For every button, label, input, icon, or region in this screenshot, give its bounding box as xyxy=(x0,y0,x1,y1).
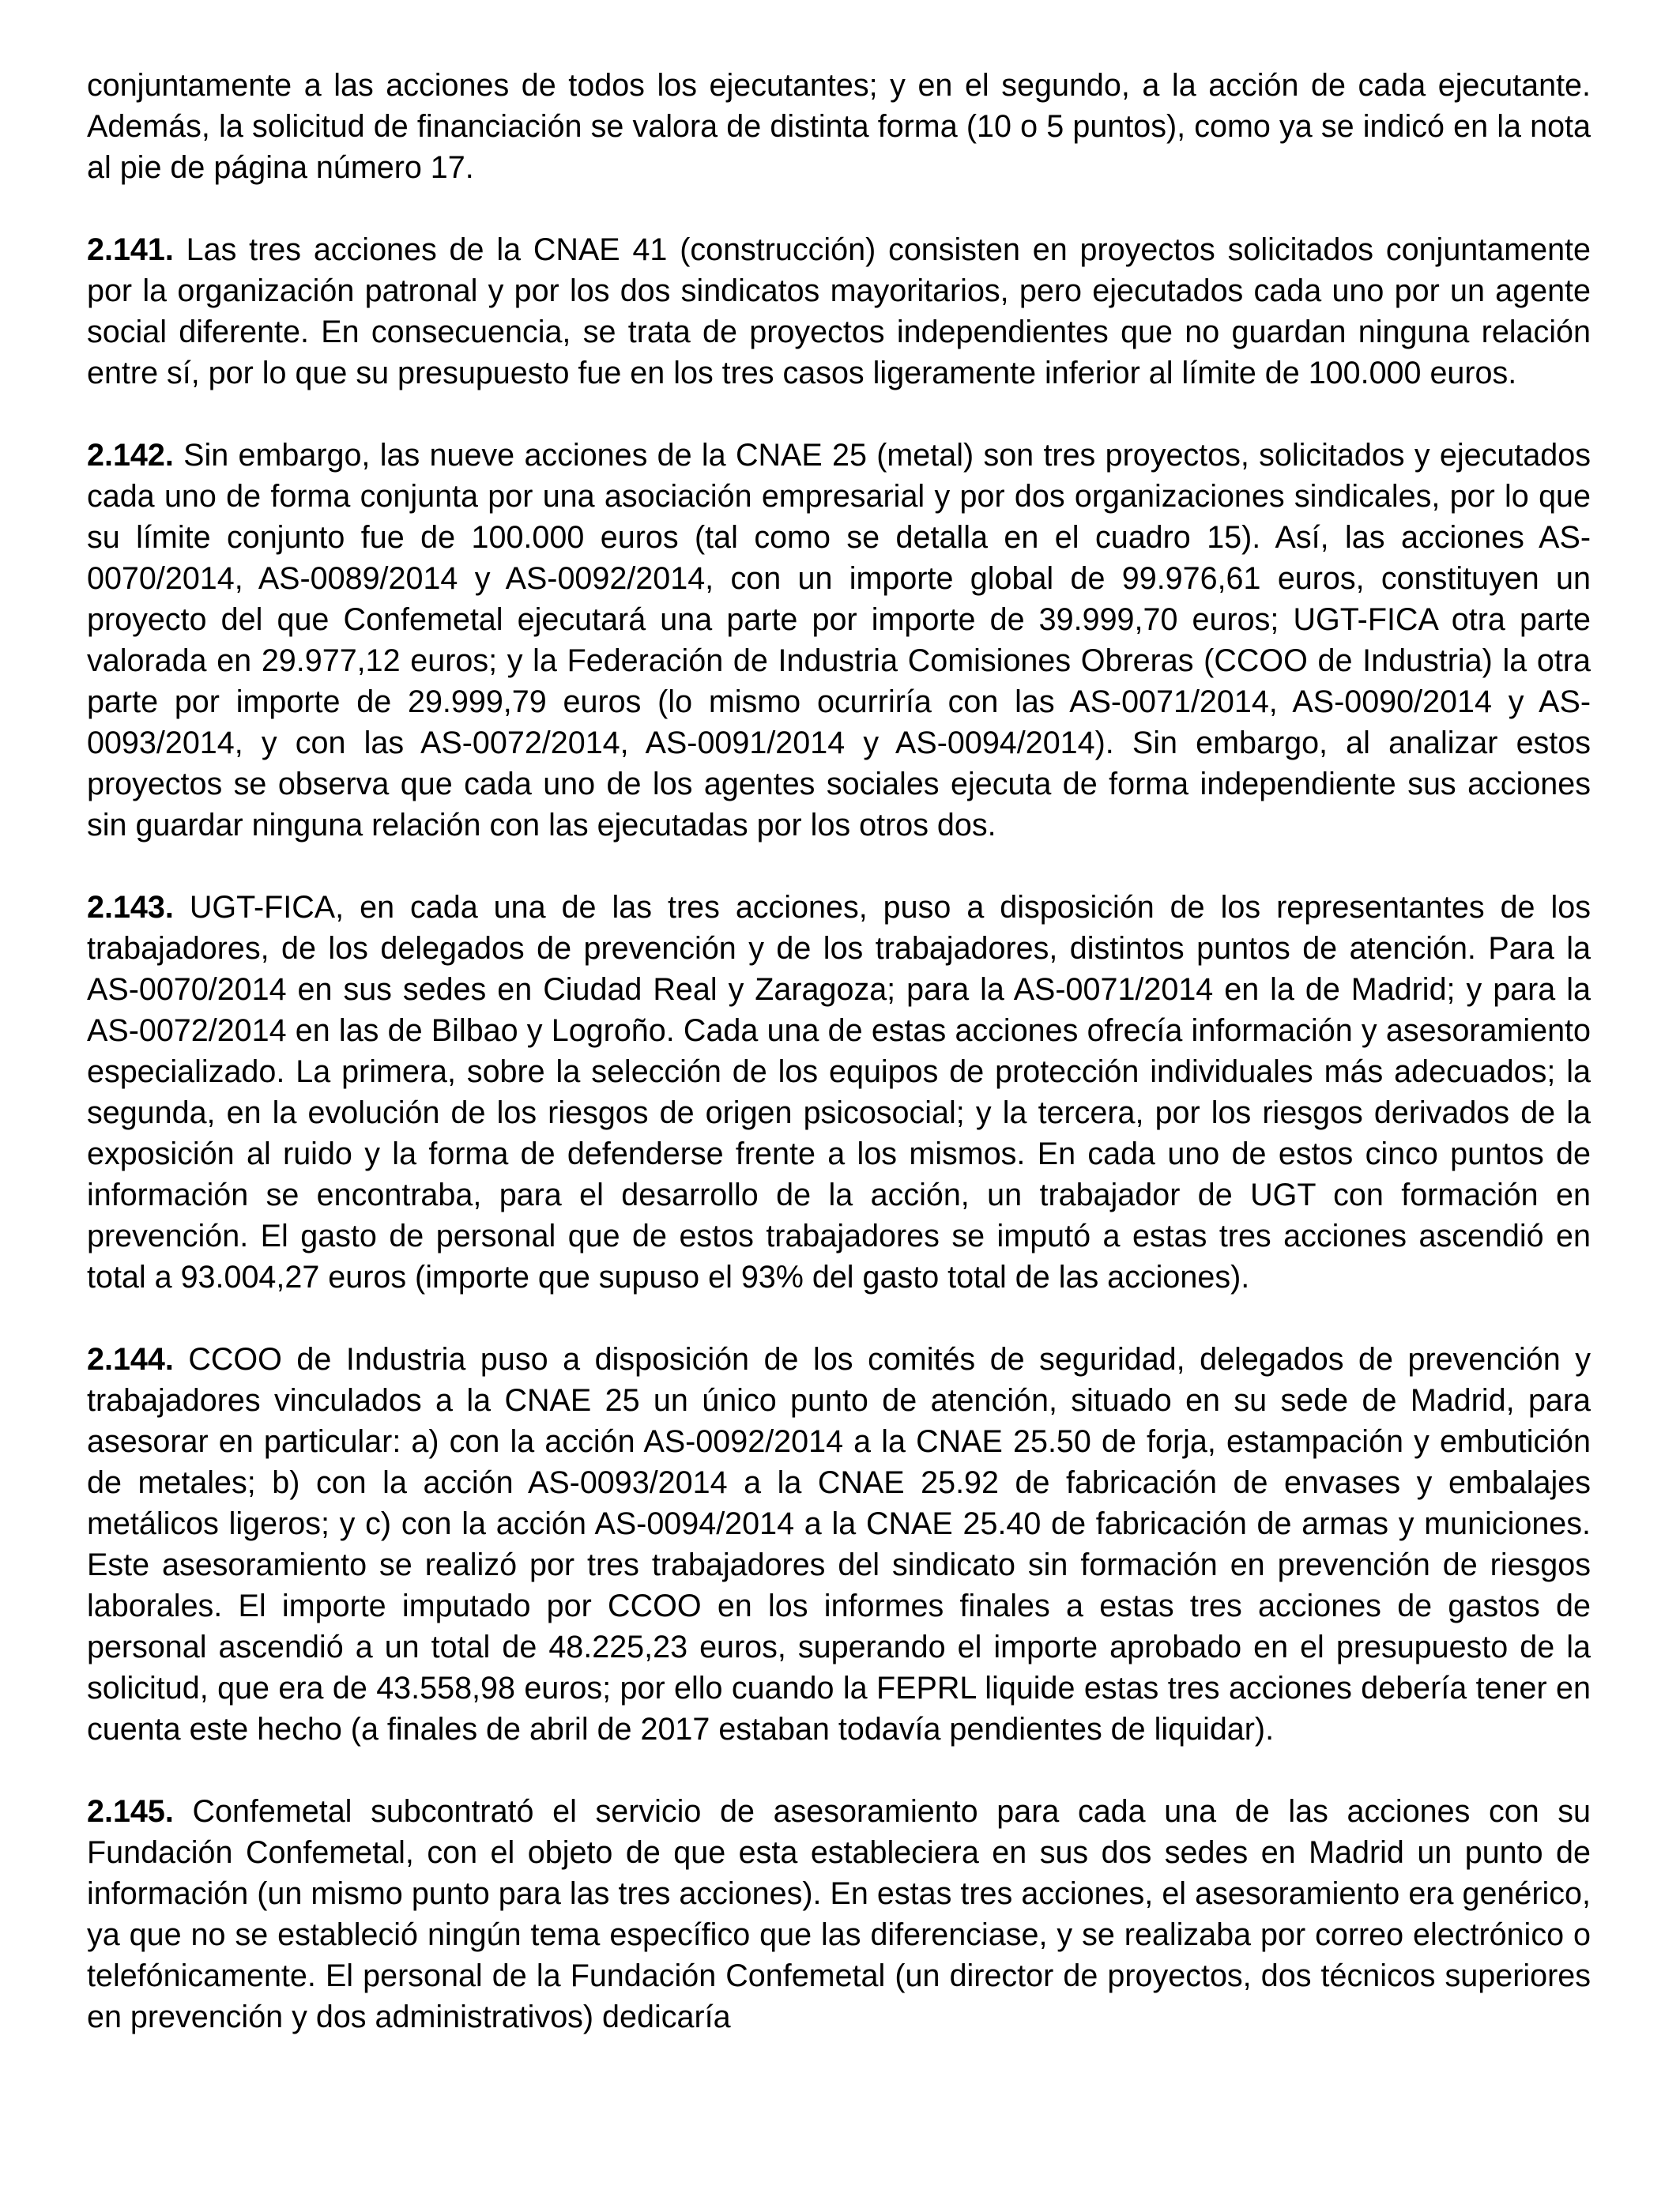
paragraph-number: 2.145. xyxy=(87,1794,174,1829)
document-page xyxy=(87,65,1591,2038)
paragraph-2-143 xyxy=(87,887,1591,1298)
paragraph-2-145 xyxy=(87,1791,1591,2038)
paragraph-text: Sin embargo, las nueve acciones de la CNAE 25 (metal) son tres proyectos, solicitados y ejecutados cada uno de forma conjunta por una asociación empresarial y por dos organizaciones sindicales, por lo que su límite conjunto fue de 100.000 euros (tal como se detalla en el cuadro 15). Así, las acciones AS-0070/2014, AS-0089/2014 y AS-0092/2014, con un importe global de 99.976,61 euros, constituyen un proyecto del que Confemetal ejecutará una parte por importe de 39.999,70 euros; UGT-FICA otra parte valorada en 29.977,12 euros; y la Federación de Industria Comisiones Obreras (CCOO de Industria) la otra parte por importe de 29.999,79 euros (lo mismo ocurriría con las AS-0071/2014, AS-0090/2014 y AS-0093/2014, y con las AS-0072/2014, AS-0091/2014 y AS-0094/2014). Sin embargo, al analizar estos proyectos se observa que cada uno de los agentes sociales ejecuta de forma independiente sus acciones sin guardar ninguna relación con las ejecutadas por los otros dos. xyxy=(87,438,1591,843)
paragraph-text: Las tres acciones de la CNAE 41 (construcción) consisten en proyectos solicitados conjuntamente por la organización patronal y por los dos sindicatos mayoritarios, pero ejecutados cada uno por un agente social diferente. En consecuencia, se trata de proyectos independientes que no guardan ninguna relación entre sí, por lo que su presupuesto fue en los tres casos ligeramente inferior al límite de 100.000 euros. xyxy=(87,232,1591,390)
paragraph-2-142 xyxy=(87,435,1591,846)
paragraph-number: 2.144. xyxy=(87,1342,174,1377)
paragraph-2-141 xyxy=(87,229,1591,394)
paragraph-text: CCOO de Industria puso a disposición de los comités de seguridad, delegados de prevención y trabajadores vinculados a la CNAE 25 un único punto de atención, situado en su sede de Madrid, para asesorar en particular: a) con la acción AS-0092/2014 a la CNAE 25.50 de forja, estampación y embutición de metales; b) con la acción AS-0093/2014 a la CNAE 25.92 de fabricación de envases y embalajes metálicos ligeros; y c) con la acción AS-0094/2014 a la CNAE 25.40 de fabricación de armas y municiones. Este asesoramiento se realizó por tres trabajadores del sindicato sin formación en prevención de riesgos laborales. El importe imputado por CCOO en los informes finales a estas tres acciones de gastos de personal ascendió a un total de 48.225,23 euros, superando el importe aprobado en el presupuesto de la solicitud, que era de 43.558,98 euros; por ello cuando la FEPRL liquide estas tres acciones debería tener en cuenta este hecho (a finales de abril de 2017 estaban todavía pendientes de liquidar). xyxy=(87,1342,1591,1747)
paragraph-text: UGT-FICA, en cada una de las tres acciones, puso a disposición de los representantes de los trabajadores, de los delegados de prevención y de los trabajadores, distintos puntos de atención. Para la AS-0070/2014 en sus sedes en Ciudad Real y Zaragoza; para la AS-0071/2014 en la de Madrid; y para la AS-0072/2014 en las de Bilbao y Logroño. Cada una de estas acciones ofrecía información y asesoramiento especializado. La primera, sobre la selección de los equipos de protección individuales más adecuados; la segunda, en la evolución de los riesgos de origen psicosocial; y la tercera, por los riesgos derivados de la exposición al ruido y la forma de defenderse frente a los mismos. En cada uno de estos cinco puntos de información se encontraba, para el desarrollo de la acción, un trabajador de UGT con formación en prevención. El gasto de personal que de estos trabajadores se imputó a estas tres acciones ascendió en total a 93.004,27 euros (importe que supuso el 93% del gasto total de las acciones). xyxy=(87,890,1591,1295)
paragraph-number: 2.143. xyxy=(87,890,174,925)
paragraph-text: Confemetal subcontrató el servicio de asesoramiento para cada una de las acciones con su Fundación Confemetal, con el objeto de que esta estableciera en sus dos sedes en Madrid un punto de información (un mismo punto para las tres acciones). En estas tres acciones, el asesoramiento era genérico, ya que no se estableció ningún tema específico que las diferenciase, y se realizaba por correo electrónico o telefónicamente. El personal de la Fundación Confemetal (un director de proyectos, dos técnicos superiores en prevención y dos administrativos) dedicaría xyxy=(87,1794,1591,2034)
paragraph-2-144 xyxy=(87,1339,1591,1750)
paragraph-number: 2.142. xyxy=(87,438,174,473)
paragraph-number: 2.141. xyxy=(87,232,174,267)
paragraph-text: conjuntamente a las acciones de todos los ejecutantes; y en el segundo, a la acción de cada ejecutante. Además, la solicitud de financiación se valora de distinta forma (10 o 5 puntos), como ya se indicó en la nota al pie de página número 17. xyxy=(87,68,1591,185)
paragraph-continuation xyxy=(87,65,1591,188)
